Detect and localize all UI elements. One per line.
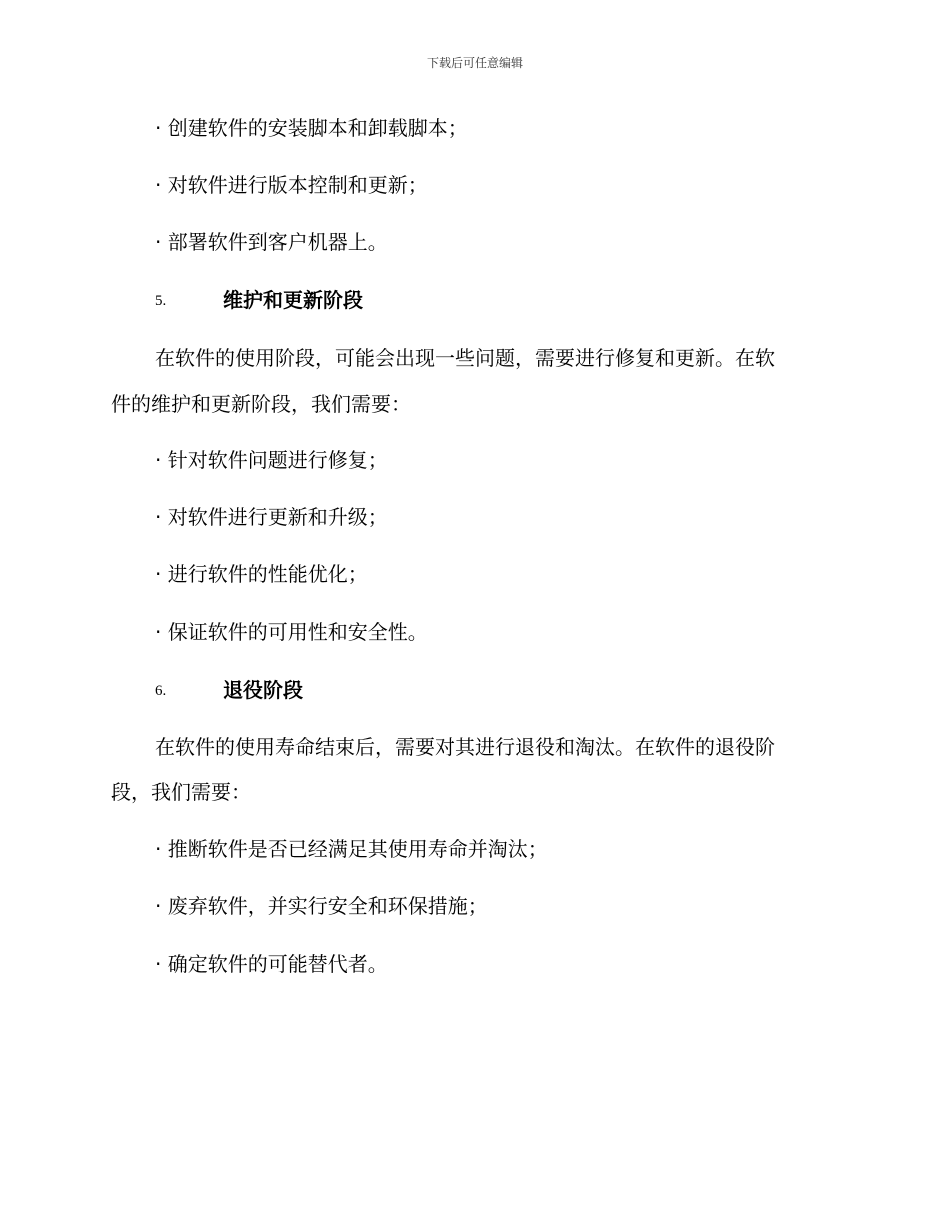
section-number: 5.: [155, 293, 167, 309]
list-item: · 废弃软件，并实行安全和环保措施；: [155, 894, 488, 918]
paragraph-line: 件的维护和更新阶段，我们需要：: [111, 392, 411, 416]
list-item: · 保证软件的可用性和安全性。: [155, 620, 428, 644]
paragraph-line: 在软件的使用阶段，可能会出现一些问题，需要进行修复和更新。在软: [155, 346, 775, 370]
list-item: · 针对软件问题进行修复；: [155, 448, 388, 472]
section-number: 6.: [155, 683, 167, 699]
section-heading: 维护和更新阶段: [223, 288, 363, 312]
list-item: · 确定软件的可能替代者。: [155, 952, 388, 976]
section-heading: 退役阶段: [223, 678, 303, 702]
paragraph-line: 在软件的使用寿命结束后，需要对其进行退役和淘汰。在软件的退役阶: [155, 735, 775, 759]
list-item: · 对软件进行更新和升级；: [155, 505, 388, 529]
page-header: 下载后可任意编辑: [426, 56, 523, 70]
list-item: · 部署软件到客户机器上。: [155, 230, 388, 254]
paragraph-line: 段，我们需要：: [111, 780, 251, 804]
list-item: · 对软件进行版本控制和更新；: [155, 173, 428, 197]
list-item: · 进行软件的性能优化；: [155, 562, 368, 586]
list-item: · 推断软件是否已经满足其使用寿命并淘汰；: [155, 837, 548, 861]
list-item: · 创建软件的安装脚本和卸载脚本；: [155, 116, 468, 140]
